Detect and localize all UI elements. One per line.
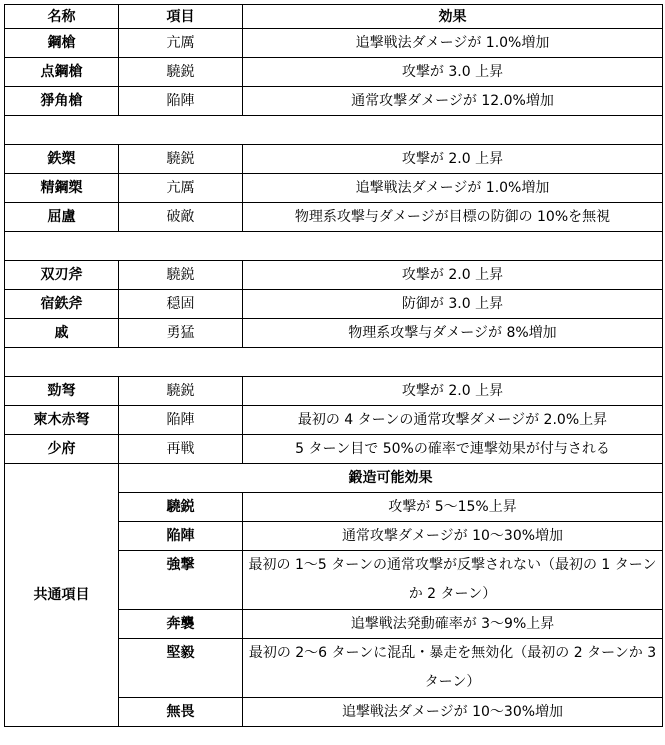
weapon-item: 陥陣 xyxy=(119,87,243,116)
header-effect: 効果 xyxy=(243,5,663,29)
weapon-name: 勁弩 xyxy=(5,377,119,406)
common-effect: 攻撃が 5～15%上昇 xyxy=(243,493,663,522)
common-item: 驍鋭 xyxy=(119,493,243,522)
spacer-cell xyxy=(5,348,663,377)
common-effect: 追撃戦法発動確率が 3～9%上昇 xyxy=(243,610,663,639)
weapon-effect: 追撃戦法ダメージが 1.0%増加 xyxy=(243,174,663,203)
weapon-item: 亢厲 xyxy=(119,29,243,58)
table-row xyxy=(5,290,663,319)
table-row xyxy=(5,435,663,464)
table-row xyxy=(5,87,663,116)
common-header-row xyxy=(5,464,663,493)
weapon-name: 双刃斧 xyxy=(5,261,119,290)
weapon-effect: 攻撃が 2.0 上昇 xyxy=(243,145,663,174)
weapon-effect: 追撃戦法ダメージが 1.0%増加 xyxy=(243,29,663,58)
table-row xyxy=(5,377,663,406)
weapon-item: 驍鋭 xyxy=(119,58,243,87)
weapon-item: 驍鋭 xyxy=(119,261,243,290)
weapon-effect: 攻撃が 2.0 上昇 xyxy=(243,261,663,290)
common-effect: 通常攻撃ダメージが 10～30%増加 xyxy=(243,522,663,551)
weapon-item: 勇猛 xyxy=(119,319,243,348)
table-row xyxy=(5,145,663,174)
weapon-item: 陥陣 xyxy=(119,406,243,435)
weapon-effect: 防御が 3.0 上昇 xyxy=(243,290,663,319)
spacer-row xyxy=(5,116,663,145)
spacer-cell xyxy=(5,116,663,145)
weapon-item: 亢厲 xyxy=(119,174,243,203)
weapon-effect: 通常攻撃ダメージが 12.0%増加 xyxy=(243,87,663,116)
weapon-effect: 5 ターン目で 50%の確率で連撃効果が付与される xyxy=(243,435,663,464)
weapon-effect: 攻撃が 3.0 上昇 xyxy=(243,58,663,87)
weapon-item: 穏固 xyxy=(119,290,243,319)
weapon-item: 驍鋭 xyxy=(119,377,243,406)
table-row xyxy=(5,319,663,348)
weapon-name: 宿鉄斧 xyxy=(5,290,119,319)
weapon-name: 点鋼槍 xyxy=(5,58,119,87)
weapon-effect: 物理系攻撃与ダメージが目標の防御の 10%を無視 xyxy=(243,203,663,232)
table-row xyxy=(5,174,663,203)
common-item: 強撃 xyxy=(119,551,243,610)
common-effect: 最初の 1～5 ターンの通常攻撃が反撃されない（最初の 1 ターンか 2 ターン） xyxy=(243,551,663,610)
weapon-item: 驍鋭 xyxy=(119,145,243,174)
common-header: 鍛造可能効果 xyxy=(119,464,663,493)
table-row xyxy=(5,261,663,290)
common-effect: 追撃戦法ダメージが 10～30%増加 xyxy=(243,698,663,727)
table-row xyxy=(5,58,663,87)
weapon-name: 柬木赤弩 xyxy=(5,406,119,435)
common-item: 陥陣 xyxy=(119,522,243,551)
common-item: 奔襲 xyxy=(119,610,243,639)
spacer-cell xyxy=(5,232,663,261)
weapon-name: 猙角槍 xyxy=(5,87,119,116)
weapon-name: 鋼槍 xyxy=(5,29,119,58)
common-label: 共通項目 xyxy=(5,464,119,727)
weapon-effect: 最初の 4 ターンの通常攻撃ダメージが 2.0%上昇 xyxy=(243,406,663,435)
common-effect: 最初の 2～6 ターンに混乱・暴走を無効化（最初の 2 ターンか 3 ターン） xyxy=(243,639,663,698)
table-row xyxy=(5,406,663,435)
weapon-item: 破敵 xyxy=(119,203,243,232)
table-row xyxy=(5,203,663,232)
header-row xyxy=(5,5,663,29)
weapon-effects-table xyxy=(4,4,663,727)
spacer-row xyxy=(5,232,663,261)
header-name: 名称 xyxy=(5,5,119,29)
weapon-name: 戚 xyxy=(5,319,119,348)
table-row xyxy=(5,29,663,58)
weapon-effect: 物理系攻撃与ダメージが 8%増加 xyxy=(243,319,663,348)
weapon-name: 屈盧 xyxy=(5,203,119,232)
weapon-name: 精鋼槊 xyxy=(5,174,119,203)
common-item: 堅毅 xyxy=(119,639,243,698)
weapon-effect: 攻撃が 2.0 上昇 xyxy=(243,377,663,406)
common-item: 無畏 xyxy=(119,698,243,727)
header-item: 項目 xyxy=(119,5,243,29)
weapon-name: 少府 xyxy=(5,435,119,464)
spacer-row xyxy=(5,348,663,377)
weapon-name: 鉄槊 xyxy=(5,145,119,174)
weapon-item: 再戦 xyxy=(119,435,243,464)
